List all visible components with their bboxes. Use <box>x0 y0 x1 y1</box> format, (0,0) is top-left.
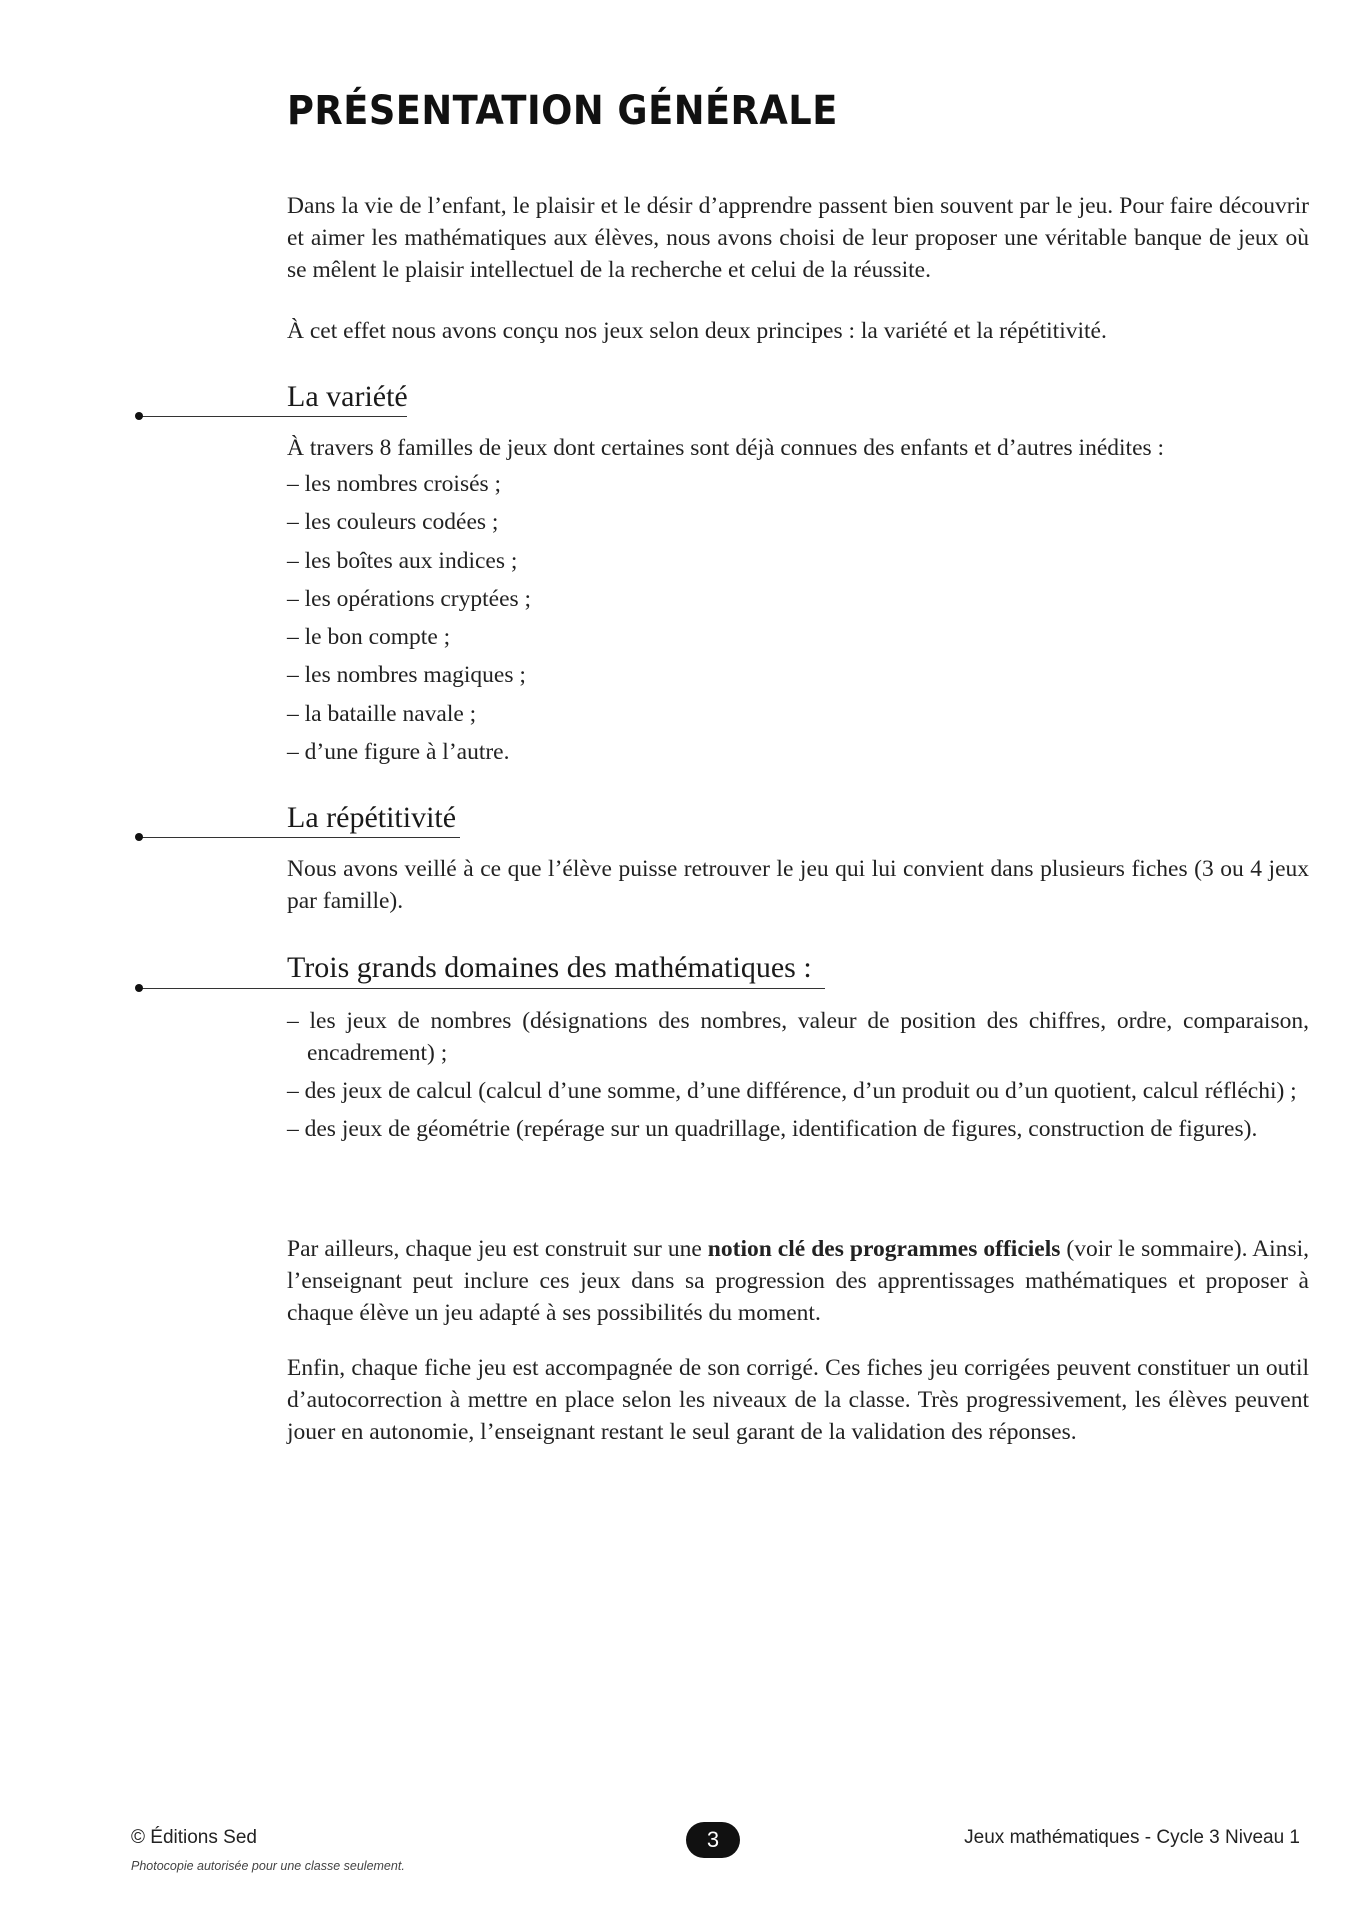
section-rule <box>137 988 825 989</box>
list-item: – le bon compte ; <box>287 624 451 651</box>
list-item: – des jeux de géométrie (repérage sur un quadrillage, identification de figures, construction de figures). <box>287 1116 1258 1142</box>
list-item: – les nombres croisés ; <box>287 471 502 497</box>
section-rule <box>137 416 407 417</box>
list-item: – les boîtes aux indices ; <box>287 547 518 574</box>
page-number-badge: 3 <box>686 1822 740 1858</box>
section-rule <box>137 837 460 838</box>
programme-paragraph: Par ailleurs, chaque jeu est construit sur une notion clé des programmes officiels (voir le sommaire). Ainsi, l’enseignant peut inclure ces jeux dans sa progression des apprentissages mathématiques et proposer à chaque élève un jeu adapté à ses possibilités du moment. <box>287 1236 1309 1326</box>
intro-principles: À cet effet nous avons conçu nos jeux selon deux principes : la variété et la répétitivité. <box>287 318 1107 344</box>
section-heading-repetitivite: La répétitivité <box>287 801 457 834</box>
list-item: – la bataille navale ; <box>287 700 477 727</box>
page-title: PRÉSENTATION GÉNÉRALE <box>287 88 838 134</box>
key-notion-bold: notion clé des programmes officiels <box>707 1236 1061 1262</box>
list-item: – d’une figure à l’autre. <box>287 739 510 766</box>
bullet-dot <box>135 833 143 841</box>
list-item: – les opérations cryptées ; <box>287 585 532 612</box>
section-heading-domaines: Trois grands domaines des mathématiques : <box>287 951 812 984</box>
photocopy-note: Photocopie autorisée pour une classe seulement. <box>131 1859 405 1873</box>
game-families-list <box>287 465 531 771</box>
intro-paragraph: Dans la vie de l’enfant, le plaisir et le désir d’apprendre passent bien souvent par le jeu. Pour faire découvrir et aimer les mathématiques aux élèves, nous avons choisi de leur proposer une véritable banque de jeux où se mêlent le plaisir intellectuel de la recherche et celui de la réussite. <box>287 193 1309 283</box>
list-item: – des jeux de calcul (calcul d’une somme, d’une différence, d’un produit ou d’un quotient, calcul réfléchi) ; <box>287 1078 1297 1104</box>
list-item: – les couleurs codées ; <box>287 509 499 536</box>
publisher-credit: © Éditions Sed <box>131 1827 257 1848</box>
list-item: – les jeux de nombres (désignations des nombres, valeur de position des chiffres, ordre, comparaison, encadrement) ; <box>287 1008 1309 1066</box>
repetitivite-text: Nous avons veillé à ce que l’élève puisse retrouver le jeu qui lui convient dans plusieurs fiches (3 ou 4 jeux par famille). <box>287 856 1309 914</box>
domains-list <box>287 1005 1309 1151</box>
variete-intro: À travers 8 familles de jeux dont certaines sont déjà connues des enfants et d’autres inédites : <box>287 435 1165 461</box>
bullet-dot <box>135 412 143 420</box>
correction-paragraph: Enfin, chaque fiche jeu est accompagnée de son corrigé. Ces fiches jeu corrigées peuvent constituer un outil d’autocorrection à mettre en place selon les niveaux de la classe. Très progressivement, les élèves peuvent jouer en autonomie, l’enseignant restant le seul garant de la validation des réponses. <box>287 1355 1309 1445</box>
book-title: Jeux mathématiques - Cycle 3 Niveau 1 <box>964 1827 1300 1848</box>
section-heading-variete: La variété <box>287 380 408 413</box>
list-item: – les nombres magiques ; <box>287 662 526 689</box>
bullet-dot <box>135 984 143 992</box>
